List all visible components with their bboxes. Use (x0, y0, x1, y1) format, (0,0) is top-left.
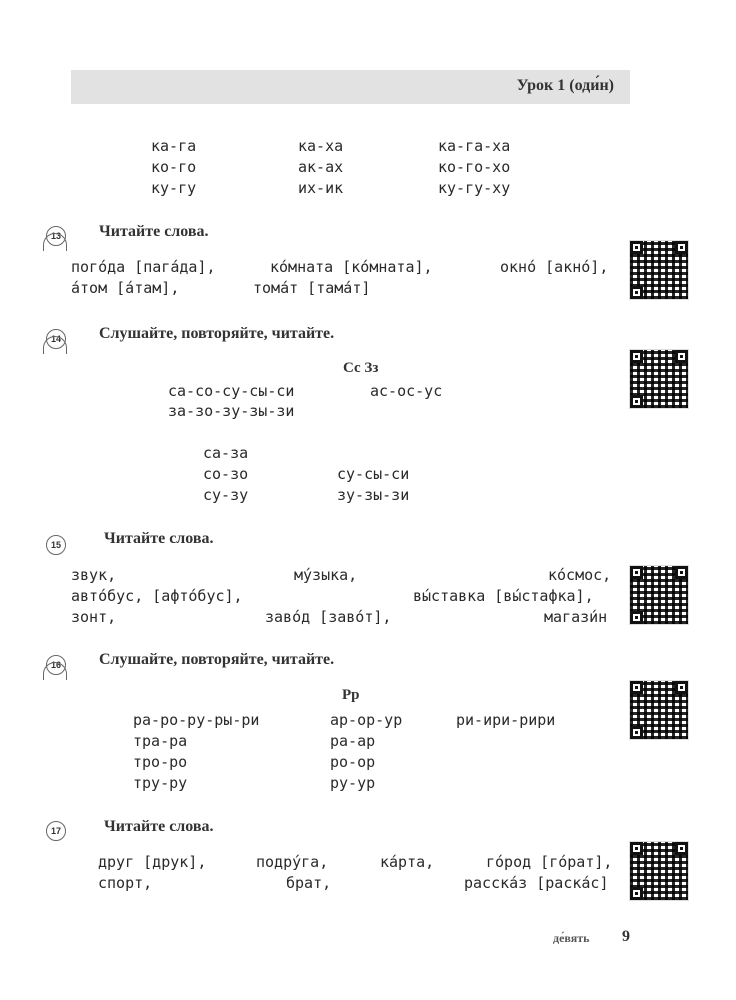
exercise-number-14: 14 (46, 329, 66, 349)
exercise-title: Слушайте, повторяйте, читайте. (99, 325, 335, 342)
word: друг [друк], (98, 853, 207, 871)
syllable: ку-гу-ху (438, 179, 511, 197)
letters-heading: Сс Зз (343, 360, 379, 376)
page-number: 9 (622, 928, 630, 945)
syllable: ро-ор (330, 753, 376, 771)
syllable: тру-ру (133, 774, 188, 792)
exercise-number-17: 17 (46, 821, 66, 841)
syllable: ри-ири-рири (456, 711, 556, 729)
exercise-number-13: 13 (46, 226, 66, 246)
syllable: ак-ах (298, 158, 344, 176)
word: го́род [го́рат], (486, 853, 613, 871)
syllable: су-сы-си (337, 465, 410, 483)
word: звук, (71, 566, 117, 584)
syllable: ка-га-ха (438, 137, 511, 155)
word: расска́з [раска́с] (464, 874, 609, 892)
word: брат, (286, 874, 332, 892)
syllable: со-зо (203, 465, 249, 483)
exercise-title: Читайте слова. (99, 223, 209, 240)
syllable: са-за (203, 444, 249, 462)
syllable: ар-ор-ур (330, 711, 403, 729)
syllable: ка-ха (298, 137, 344, 155)
word: зонт, (71, 608, 117, 626)
syllable: тро-ро (133, 753, 188, 771)
qr-code[interactable] (630, 350, 688, 408)
word: авто́бус, [афто́бус], (71, 587, 243, 605)
syllable: их-ик (298, 179, 344, 197)
word: спорт, (98, 874, 153, 892)
syllable: ка-га (151, 137, 197, 155)
syllable: ру-ур (330, 774, 376, 792)
syllable: ас-ос-ус (370, 382, 443, 400)
word: окно́ [акно́], (500, 258, 609, 276)
word: заво́д [заво́т], (265, 608, 392, 626)
word: ка́рта, (380, 853, 435, 871)
exercise-title: Читайте слова. (104, 530, 214, 547)
letters-heading: Рр (342, 687, 360, 703)
qr-code[interactable] (630, 681, 688, 739)
syllable: ко-го (151, 158, 197, 176)
exercise-number-15: 15 (46, 535, 66, 555)
word: вы́ставка [вы́стафка], (413, 587, 594, 605)
word: подру́га, (256, 853, 329, 871)
word: ко́смос, (548, 566, 612, 584)
word: тома́т [тама́т] (253, 279, 371, 297)
qr-code[interactable] (630, 566, 688, 624)
word: магази́н (544, 608, 608, 626)
qr-code[interactable] (630, 241, 688, 299)
syllable: ку-гу (151, 179, 197, 197)
syllable: ко-го-хо (438, 158, 511, 176)
qr-code[interactable] (630, 842, 688, 900)
syllable: тра-ра (133, 732, 188, 750)
word: а́том [а́там], (71, 279, 180, 297)
lesson-title: Урок 1 (оди́н) (516, 77, 614, 94)
syllable: су-зу (203, 486, 249, 504)
exercise-title: Читайте слова. (104, 818, 214, 835)
word: пого́да [пага́да], (71, 258, 216, 276)
word: му́зыка, (294, 566, 358, 584)
syllable: за-зо-зу-зы-зи (168, 402, 295, 420)
word: ко́мната [ко́мната], (270, 258, 433, 276)
syllable: ра-ро-ру-ры-ри (133, 711, 260, 729)
exercise-title: Слушайте, повторяйте, читайте. (99, 651, 335, 668)
lesson-header-bar (71, 70, 630, 104)
page-number-word: де́вять (553, 931, 590, 945)
syllable: зу-зы-зи (337, 486, 410, 504)
syllable: ра-ар (330, 732, 376, 750)
syllable: са-со-су-сы-си (168, 382, 295, 400)
exercise-number-16: 16 (46, 655, 66, 675)
